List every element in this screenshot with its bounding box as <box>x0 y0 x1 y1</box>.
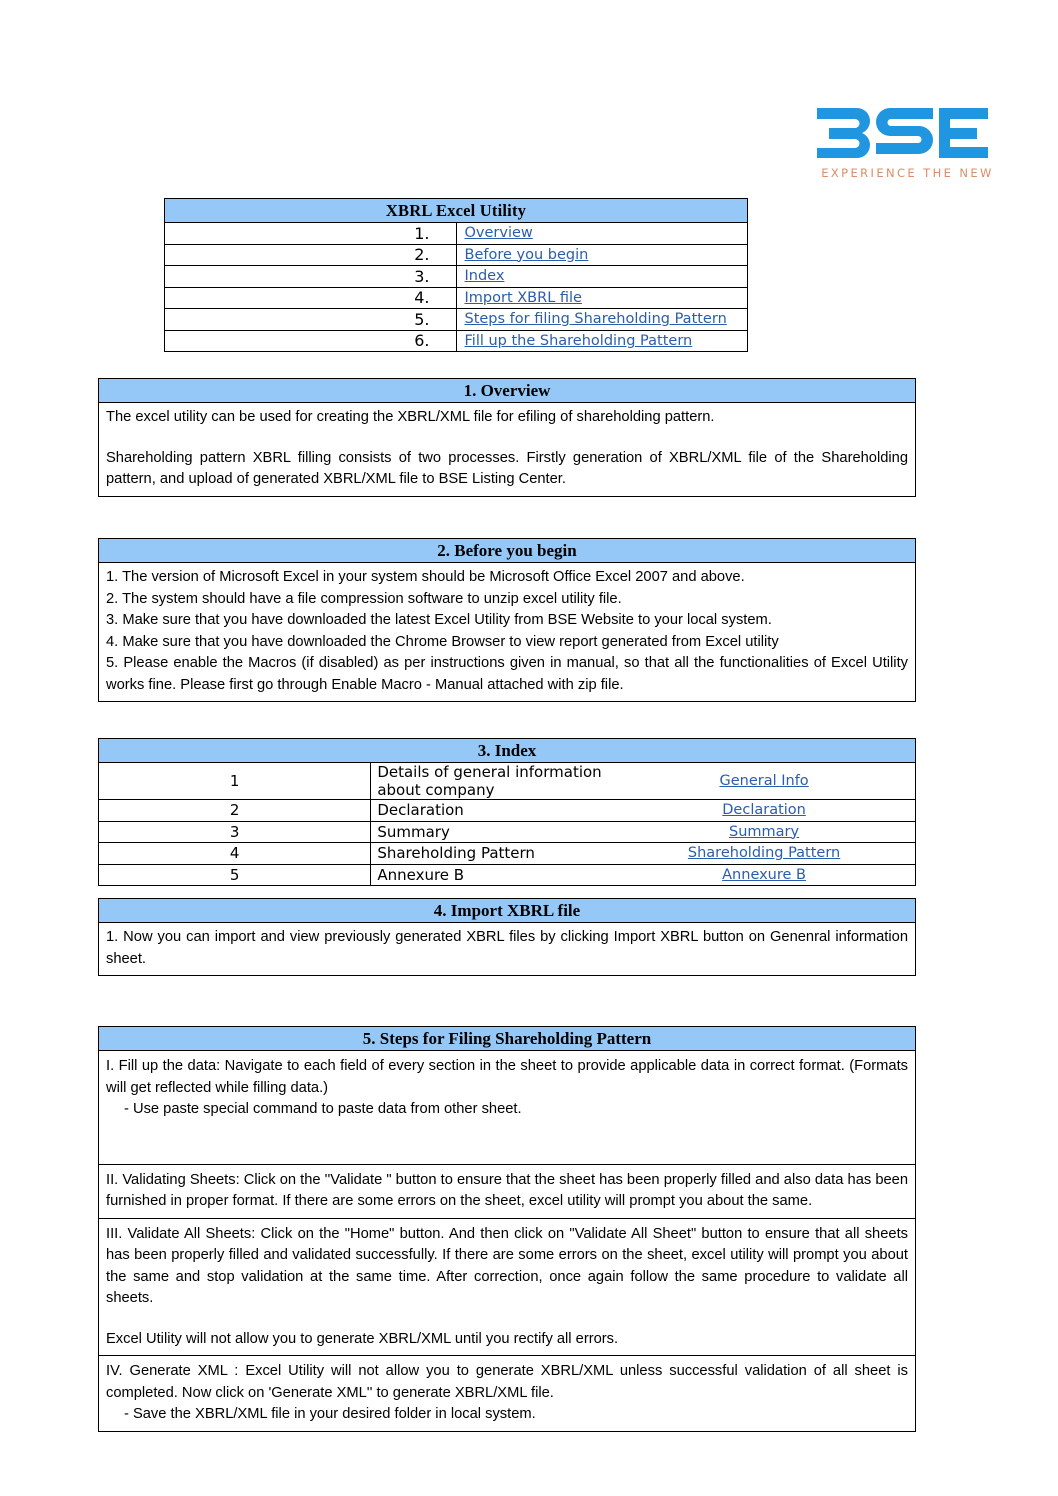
import-xbrl-line-1: 1. Now you can import and view previously generated XBRL files by clicking Import XBRL button on Genenral information sheet. <box>106 929 908 967</box>
before-line-5: 5. Please enable the Macros (if disabled) as per instructions given in manual, so that all the functionalities of Excel Utility works fine. Please first go through Enable Macro - Manual attached with zip file. <box>106 655 908 693</box>
before-you-begin-body <box>99 563 915 701</box>
index-link-summary[interactable]: Summary <box>729 823 800 840</box>
index-header-row <box>99 739 916 763</box>
index-table <box>98 738 916 886</box>
import-xbrl-section <box>98 898 916 976</box>
index-link-general-info[interactable]: General Info <box>719 773 809 789</box>
table-row <box>99 843 916 865</box>
overview-section <box>98 378 916 497</box>
index-row-description: Details of general information about company <box>371 763 643 800</box>
index-row-link-cell <box>643 763 915 800</box>
toc-item-number: 1. <box>165 223 457 245</box>
toc-row <box>165 287 748 309</box>
toc-item-number: 4. <box>165 287 457 309</box>
toc-row <box>165 330 748 352</box>
bse-logo <box>815 104 1000 188</box>
index-row-number: 5 <box>99 864 371 886</box>
toc-header-row <box>165 199 748 223</box>
index-row-number: 3 <box>99 821 371 843</box>
toc-item-cell <box>456 330 748 352</box>
toc-link-steps-for-filing[interactable]: Steps for filing Shareholding Pattern <box>464 311 727 328</box>
overview-paragraph-1: The excel utility can be used for creating the XBRL/XML file for efiling of shareholding pattern. <box>106 409 715 425</box>
before-you-begin-heading: 2. Before you begin <box>99 539 915 563</box>
steps-item-3-note: Excel Utility will not allow you to generate XBRL/XML until you rectify all errors. <box>106 1330 619 1347</box>
before-line-3: 3. Make sure that you have downloaded the latest Excel Utility from BSE Website to your local system. <box>106 612 772 628</box>
before-you-begin-section <box>98 538 916 702</box>
index-row-link-cell <box>643 821 915 843</box>
index-row-description: Summary <box>371 821 643 843</box>
index-link-annexure-b[interactable]: Annexure B <box>722 866 806 883</box>
toc-link-fill-up-pattern[interactable]: Fill up the Shareholding Pattern <box>464 332 693 349</box>
index-row-number: 4 <box>99 843 371 865</box>
toc-table <box>164 198 748 352</box>
index-link-shareholding-pattern[interactable]: Shareholding Pattern <box>687 845 841 862</box>
toc-item-cell <box>456 223 748 245</box>
table-row <box>99 864 916 886</box>
index-link-declaration[interactable]: Declaration <box>722 802 806 819</box>
index-row-number: 2 <box>99 800 371 822</box>
overview-paragraph-2: Shareholding pattern XBRL filling consists of two processes. Firstly generation of XBRL/XML file of the Shareholding pattern, and upload of generated XBRL/XML file to BSE Listing Center. <box>106 449 908 487</box>
toc-row <box>165 244 748 266</box>
index-row-number: 1 <box>99 763 371 800</box>
toc-item-cell <box>456 309 748 331</box>
steps-section-page-cut <box>98 1378 916 1395</box>
steps-item-4-subtext: - Save the XBRL/XML file in your desired folder in local system. <box>124 1406 536 1422</box>
toc-link-overview[interactable]: Overview <box>464 225 533 242</box>
before-line-4: 4. Make sure that you have downloaded the Chrome Browser to view report generated from Excel utility <box>106 633 779 650</box>
before-line-2: 2. The system should have a file compression software to unzip excel utility file. <box>106 590 622 607</box>
import-xbrl-body <box>99 923 915 975</box>
overview-body <box>99 403 915 496</box>
toc-item-number: 3. <box>165 266 457 288</box>
index-row-link-cell <box>643 800 915 822</box>
index-row-description: Annexure B <box>371 864 643 886</box>
toc-item-number: 2. <box>165 244 457 266</box>
toc-row <box>165 266 748 288</box>
steps-item-3-text: III. Validate All Sheets: Click on the "Home" button. And then click on "Validate All Sheet" button to ensure that all sheets has been properly filled and validated successfully. If there are some errors on the sheet, excel utility will prompt you about the same and stop validation at the same time. After correction, once again follow the same procedure to validate all sheets. <box>106 1225 908 1306</box>
index-row-description: Declaration <box>371 800 643 822</box>
table-row <box>99 763 916 800</box>
index-row-link-cell <box>643 864 915 886</box>
toc-item-cell <box>456 266 748 288</box>
toc-row <box>165 223 748 245</box>
toc-link-index[interactable]: Index <box>464 268 505 285</box>
steps-heading: 5. Steps for Filing Shareholding Pattern <box>99 1027 915 1051</box>
steps-item-1-spacer <box>106 1121 908 1159</box>
toc-title: XBRL Excel Utility <box>165 199 748 223</box>
toc-link-before-you-begin[interactable]: Before you begin <box>464 246 589 263</box>
steps-item-1-text: I. Fill up the data: Navigate to each field of every section in the sheet to provide applicable data in correct format. (Formats will get reflected while filling data.) <box>106 1058 908 1096</box>
overview-heading: 1. Overview <box>99 379 915 403</box>
steps-item-2-text: II. Validating Sheets: Click on the ''Validate " button to ensure that the sheet has been properly filled and also data has been furnished in proper format. If there are some errors on the sheet, excel utility will prompt you about the same. <box>106 1171 908 1209</box>
steps-item-3 <box>99 1218 915 1356</box>
toc-item-number: 5. <box>165 309 457 331</box>
index-row-description: Shareholding Pattern <box>371 843 643 865</box>
index-row-link-cell <box>643 843 915 865</box>
before-line-1: 1. The version of Microsoft Excel in your system should be Microsoft Office Excel 2007 and above. <box>106 569 745 585</box>
import-xbrl-heading: 4. Import XBRL file <box>99 899 915 923</box>
toc-link-import-xbrl-file[interactable]: Import XBRL file <box>464 289 582 306</box>
steps-item-2 <box>99 1164 915 1218</box>
bse-logo-tagline: EXPERIENCE THE NEW <box>821 166 994 180</box>
steps-item-1 <box>99 1051 915 1164</box>
toc-item-cell <box>456 244 748 266</box>
steps-for-filing-section <box>98 1026 916 1432</box>
steps-item-1-subtext: - Use paste special command to paste data from other sheet. <box>124 1101 522 1117</box>
toc-row <box>165 309 748 331</box>
table-row <box>99 821 916 843</box>
bse-logo-mark <box>815 104 990 164</box>
index-heading: 3. Index <box>99 739 916 763</box>
steps-item-4-text: IV. Generate XML : Excel Utility will not allow you to generate XBRL/XML unless successful validation of all sheet is completed. Now click on 'Generate XML'' to generate XBRL/XML file. <box>106 1363 908 1401</box>
table-row <box>99 800 916 822</box>
steps-item-3-spacer <box>106 1310 908 1329</box>
toc-item-number: 6. <box>165 330 457 352</box>
toc-item-cell <box>456 287 748 309</box>
